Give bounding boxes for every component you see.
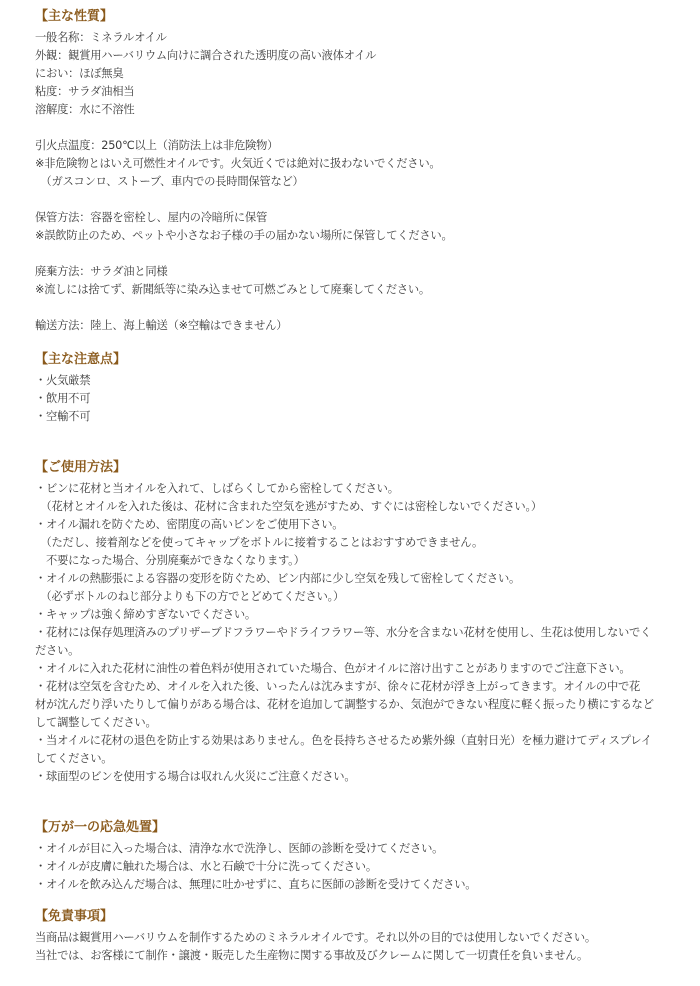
section-heading: 【主な注意点】 <box>35 352 127 367</box>
text-line: 粘度：サラダ油相当 <box>35 85 135 98</box>
text-line: ・オイルの熱膨張による容器の変形を防ぐため、ビン内部に少し空気を残して密栓してください。 <box>35 572 521 585</box>
section-heading: 【免責事項】 <box>35 909 114 924</box>
text-line: （ガスコンロ、ストーブ、車内での長時間保管など） <box>35 175 304 188</box>
section-heading: 【主な性質】 <box>35 9 114 24</box>
text-line: 保管方法：容器を密栓し、屋内の冷暗所に保管 <box>35 211 267 224</box>
text-line: ※流しには捨てず、新聞紙等に染み込ませて可燃ごみとして廃棄してください。 <box>35 283 430 296</box>
text-line: （ただし、接着剤などを使ってキャップをボトルに接着することはおすすめできません。 <box>35 536 484 549</box>
text-line: 引火点温度：250℃以上（消防法上は非危険物） <box>35 139 279 152</box>
text-line: 不要になった場合、分別廃棄ができなくなります。） <box>35 554 305 567</box>
text-line: して調整してください。 <box>35 716 157 729</box>
text-line: ※非危険物とはいえ可燃性オイルです。火気近くでは絶対に扱わないでください。 <box>35 157 441 170</box>
text-line: 材が沈んだり浮いたりして偏りがある場合は、花材を追加して調整するか、気泡ができない程度に軽く振ったり横にするなど <box>35 698 654 711</box>
text-line: ・球面型のビンを使用する場合は収れん火災にご注意ください。 <box>35 770 356 783</box>
text-line: （花材とオイルを入れた後は、花材に含まれた空気を逃がすため、すぐには密栓しないでください。） <box>35 500 542 513</box>
text-line: 当商品は観賞用ハーバリウムを制作するためのミネラルオイルです。それ以外の目的では使用しないでください。 <box>35 931 596 944</box>
section-heading: 【万が一の応急処置】 <box>35 820 166 835</box>
text-line: 輸送方法：陸上、海上輸送（※空輸はできません） <box>35 319 288 332</box>
text-line: ・ビンに花材と当オイルを入れて、しばらくしてから密栓してください。 <box>35 482 399 495</box>
text-line: ・火気厳禁 <box>35 374 91 387</box>
text-line: 当社では、お客様にて制作・譲渡・販売した生産物に関する事故及びクレームに関して一切責任を負いません。 <box>35 949 589 962</box>
text-line: 溶解度：水に不溶性 <box>35 103 135 116</box>
text-line: ・オイルが皮膚に触れた場合は、水と石鹸で十分に洗ってください。 <box>35 860 377 873</box>
text-line: ※誤飲防止のため、ペットや小さなお子様の手の届かない場所に保管してください。 <box>35 229 453 242</box>
text-line: ・オイルを飲み込んだ場合は、無理に吐かせずに、直ちに医師の診断を受けてください。 <box>35 878 477 891</box>
text-line: ・オイルが目に入った場合は、清浄な水で洗浄し、医師の診断を受けてください。 <box>35 842 444 855</box>
text-line: 外観：観賞用ハーバリウム向けに調合された透明度の高い液体オイル <box>35 49 377 62</box>
text-line: 廃棄方法：サラダ油と同様 <box>35 265 168 278</box>
section-heading: 【ご使用方法】 <box>35 460 127 475</box>
text-line: 一般名称：ミネラルオイル <box>35 31 167 44</box>
text-line: ださい。 <box>35 644 80 657</box>
text-line: ・花材は空気を含むため、オイルを入れた後、いったんは沈みますが、徐々に花材が浮き上がってきます。オイルの中で花 <box>35 680 641 693</box>
text-line: してください。 <box>35 752 113 765</box>
text-line: ・花材には保存処理済みのプリザーブドフラワーやドライフラワー等、水分を含まない花材を使用し、生花は使用しないでく <box>35 626 652 639</box>
text-line: ・キャップは強く締めすぎないでください。 <box>35 608 256 621</box>
text-line: ・当オイルに花材の退色を防止する効果はありません。色を長持ちさせるため紫外線（直射日光）を極力避けてディスプレイ <box>35 734 652 747</box>
text-line: ・空輸不可 <box>35 410 91 423</box>
text-line: におい：ほぼ無臭 <box>35 67 124 80</box>
text-line: ・飲用不可 <box>35 392 91 405</box>
text-line: ・オイル漏れを防ぐため、密閉度の高いビンをご使用下さい。 <box>35 518 344 531</box>
text-line: （必ずボトルのねじ部分よりも下の方でとどめてください。） <box>35 590 345 603</box>
text-line: ・オイルに入れた花材に油性の着色料が使用されていた場合、色がオイルに溶け出すことがありますのでご注意下さい。 <box>35 662 631 675</box>
